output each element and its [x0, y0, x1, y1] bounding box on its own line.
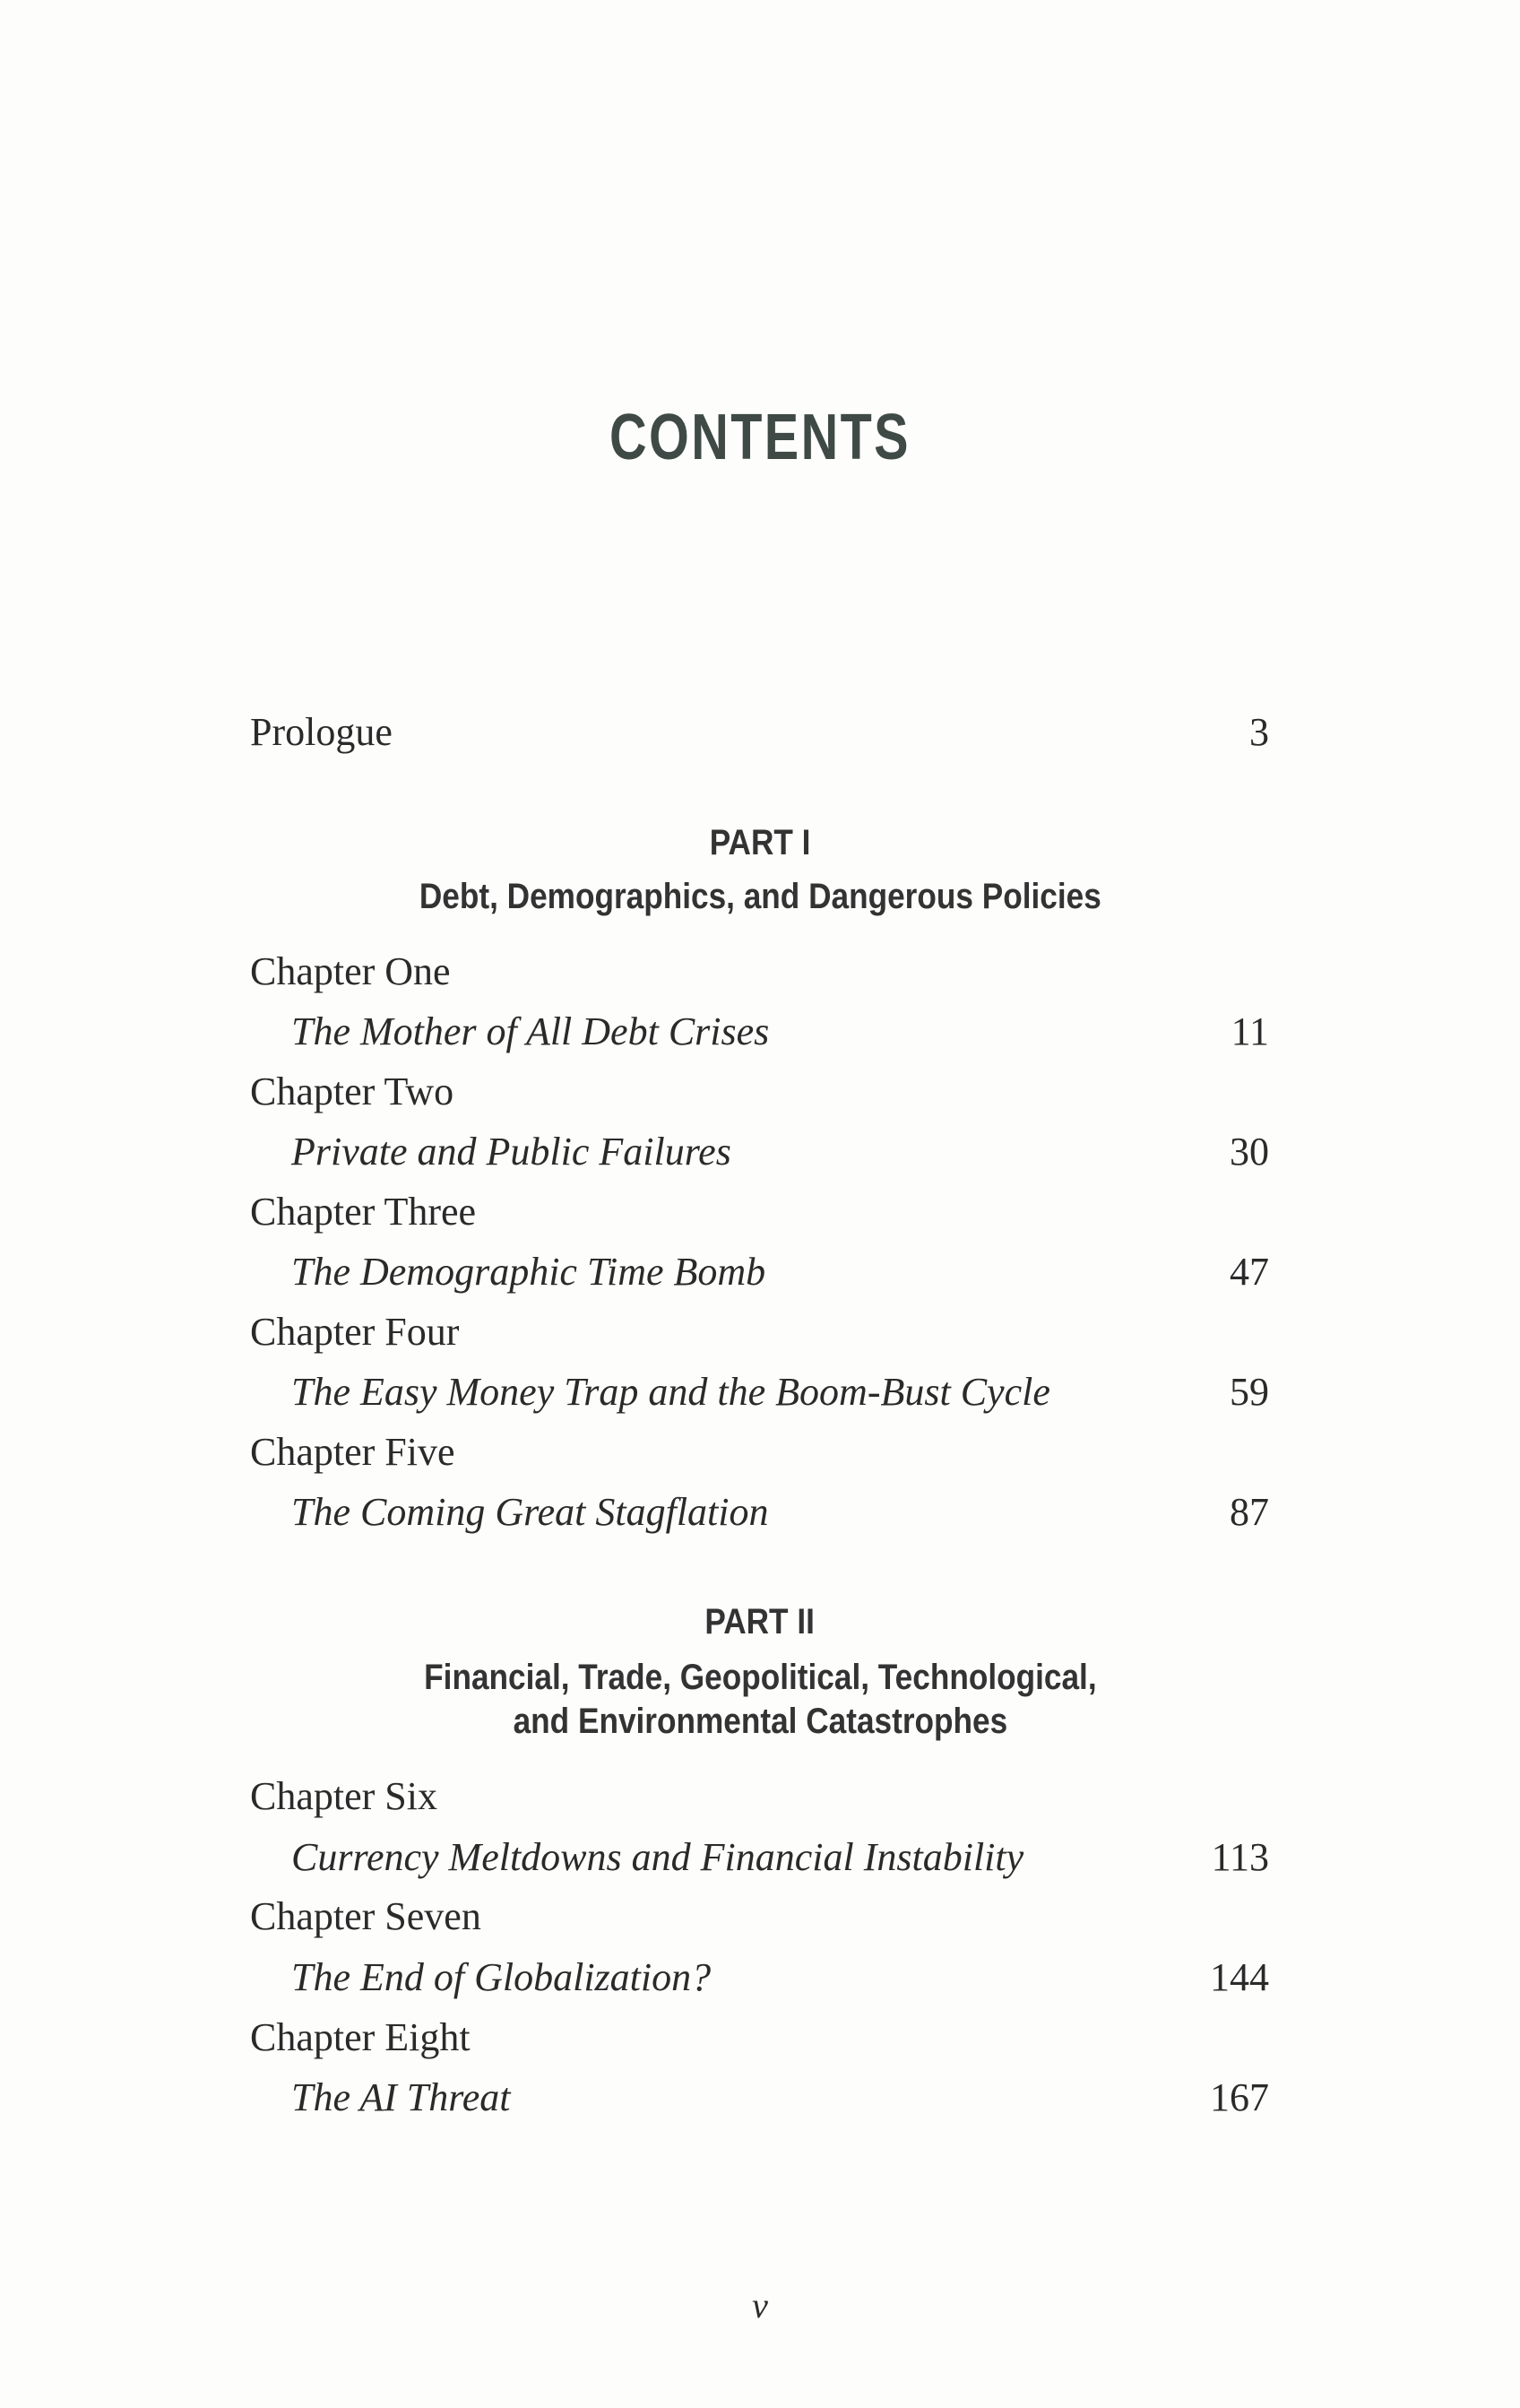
chapter-title: Private and Public Failures [291, 1130, 731, 1174]
chapter-label: Chapter Two [250, 1070, 454, 1113]
chapter-page: 30 [1230, 1130, 1269, 1174]
part-2-subtitle-line-2: and Environmental Catastrophes [513, 1702, 1007, 1741]
chapter-label: Chapter One [250, 949, 451, 993]
chapter-page: 167 [1210, 2075, 1269, 2119]
chapter-page: 59 [1230, 1370, 1269, 1414]
prologue-label: Prologue [250, 710, 393, 754]
chapter-title: The End of Globalization? [291, 1955, 712, 1999]
chapter-page: 47 [1230, 1250, 1269, 1294]
part-1-label: PART I [709, 823, 811, 862]
chapter-page: 11 [1231, 1009, 1269, 1053]
chapter-label: Chapter Eight [250, 2015, 471, 2059]
chapter-title: The AI Threat [291, 2075, 511, 2119]
chapter-label: Chapter Six [250, 1774, 437, 1818]
chapter-label: Chapter Five [250, 1430, 455, 1474]
chapter-label: Chapter Three [250, 1190, 477, 1234]
page-title: CONTENTS [609, 402, 911, 473]
chapter-title: The Demographic Time Bomb [291, 1250, 766, 1294]
chapter-title: The Easy Money Trap and the Boom-Bust Cycle [291, 1370, 1050, 1414]
chapter-title: The Mother of All Debt Crises [291, 1009, 770, 1053]
chapter-page: 144 [1210, 1955, 1269, 1999]
chapter-page: 113 [1211, 1835, 1269, 1879]
chapter-page: 87 [1230, 1490, 1269, 1534]
chapter-title: The Coming Great Stagflation [291, 1490, 769, 1534]
part-2-subtitle-line-1: Financial, Trade, Geopolitical, Technological, [423, 1658, 1097, 1697]
page-folio: v [752, 2285, 768, 2326]
prologue-page: 3 [1249, 710, 1269, 754]
chapter-label: Chapter Four [250, 1310, 460, 1354]
chapter-label: Chapter Seven [250, 1894, 481, 1938]
part-2-label: PART II [704, 1602, 816, 1641]
part-1-subtitle: Debt, Demographics, and Dangerous Policies [419, 877, 1101, 916]
chapter-title: Currency Meltdowns and Financial Instability [291, 1835, 1024, 1879]
